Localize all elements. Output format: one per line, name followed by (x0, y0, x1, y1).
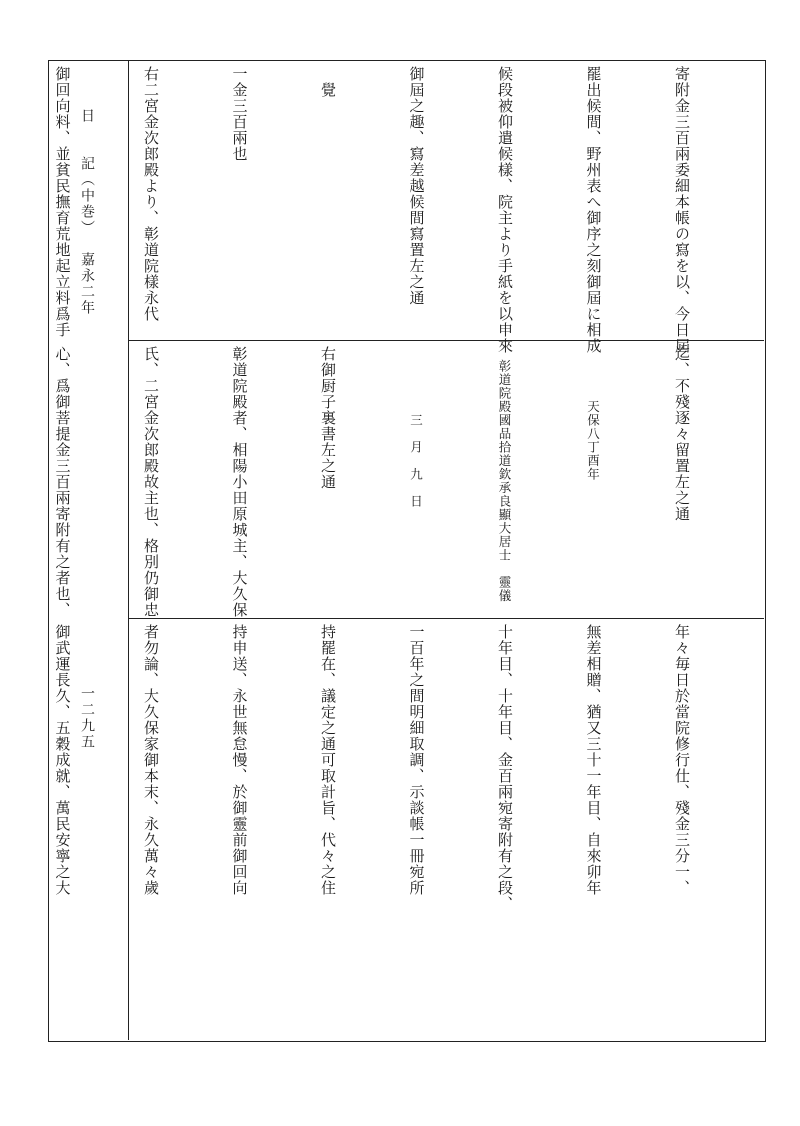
text-line: 天保八丁酉年 (585, 346, 601, 481)
text-line: 罷出候間、野州表へ御序之刻御屆に相成 (584, 66, 603, 354)
running-header-year: 嘉永二年 (79, 252, 95, 316)
text-line: 御屆之趣、寫差越候間寫置左之通 (407, 66, 426, 306)
text-line: 覺 (319, 66, 337, 98)
text-line: 右御厨子裏書左之通 (319, 346, 337, 490)
page-number: 一二九五 (79, 686, 95, 750)
text-line: 無差相贈、猶又三十一年目、自來卯年 (584, 624, 603, 896)
text-line: 年々毎日於當院修行仕、殘金三分一、 (673, 624, 691, 896)
text-line: 彰道院殿國品拾道欽承良顯大居士 靈儀 (497, 346, 512, 603)
text-line: 右二宮金次郎殿より、彰道院樣永代 (142, 66, 160, 322)
text-line: 三 月 九 日 (408, 346, 424, 508)
text-line: 候段被仰遣候樣、院主より手紙を以申來 (496, 66, 514, 354)
text-line: 氏、二宮金次郎殿故主也、格別仍御忠 (142, 346, 160, 618)
text-line: 彰道院殿者、相陽小田原城主、大久保 (230, 346, 249, 618)
text-line: 十年目、十年目、金百兩宛寄附有之段、 (496, 624, 514, 912)
text-line: 持罷在、議定之通可取計旨、代々之住 (319, 624, 337, 896)
section-divider-2 (128, 618, 764, 619)
text-line: 心、爲御菩提金三百兩寄附有之者也、 (53, 346, 72, 618)
text-line: 者勿論、大久保家御本末、永久萬々歲 (142, 624, 160, 896)
section-divider-1 (128, 340, 764, 341)
text-line: 一百年之間明細取調、示談帳一冊宛所 (407, 624, 426, 896)
text-line: 一金三百兩也 (230, 66, 249, 162)
text-line: 寄附金三百兩委細本帳の寫を以、今日屆 (673, 66, 691, 354)
text-line: 御回向料、並貧民撫育荒地起立料爲手 (53, 66, 72, 338)
text-line: 持申送、永世無怠慢、於御靈前御回向 (230, 624, 249, 896)
running-header-journal: 日 記（中巻） (79, 108, 95, 236)
text-line: 迄、不殘逐々留置左之通 (673, 346, 691, 522)
text-section-middle (53, 346, 755, 618)
text-line: 御武運長久、五穀成就、萬民安寧之大 (53, 624, 72, 896)
